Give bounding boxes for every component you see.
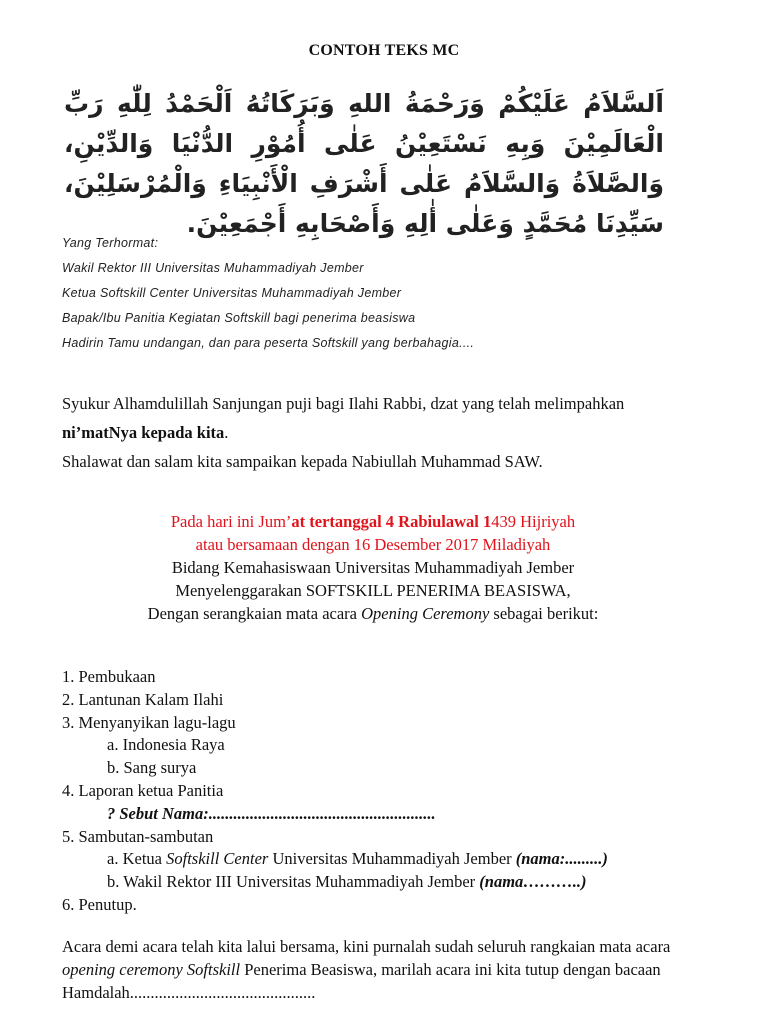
agenda-item: 5. Sambutan-sambutan (62, 826, 214, 846)
syukur-bold: ni’matNya kepada kita (62, 423, 225, 442)
agenda-subitem (62, 848, 742, 871)
agenda-subitem: a. Indonesia Raya (107, 735, 225, 755)
syukur-period: . (224, 423, 229, 442)
announcement-block (0, 510, 746, 625)
arabic-greeting: اَلسَّلاَمُ عَلَيْكُمْ وَرَحْمَةُ اللهِ وَبَرَكَاتُهُ اَلْحَمْدُ لِلّٰهِ رَبِّ الْعَالَمِيْنَ وَبِهِ نَسْتَعِيْنُ عَلٰى أُمُوْرِ الدُّنْيَا وَالدِّيْنِ، وَالصَّلاَةُ وَالسَّلاَمُ عَلٰى أَشْرَفِ الْأَنْبِيَاءِ وَالْمُرْسَلِيْنَ، سَيِّدِنَا مُحَمَّدٍ وَعَلٰى أٰلِهِ وَأَصْحَابِهِ أَجْمَعِيْنَ. (64, 89, 664, 238)
announcement-event-line: Menyelenggarakan SOFTSKILL PENERIMA BEASISWA, (175, 581, 571, 600)
closing-paragraph (62, 935, 722, 1004)
subitem-5a-note: (nama:.........) (515, 849, 608, 869)
agenda-item: 3. Menyanyikan lagu-lagu (62, 712, 236, 732)
announcement-date-line (0, 510, 746, 533)
honorific-line: Hadirin Tamu undangan, dan para peserta Softskill yang berbahagia.... (62, 336, 475, 350)
announcement-miladiyah-line: atau bersamaan dengan 16 Desember 2017 Miladiyah (195, 535, 551, 554)
page-title: CONTOH TEKS MC (308, 42, 460, 59)
syukur-line-1: Syukur Alhamdulillah Sanjungan puji bagi Ilahi Rabbi, dzat yang telah melimpahkan (62, 394, 625, 413)
honorific-line: Wakil Rektor III Universitas Muhammadiyah Jember (62, 261, 364, 275)
agenda-item: 1. Pembukaan (62, 667, 156, 686)
announcement-agenda-intro (0, 602, 746, 625)
closing-italic: opening ceremony Softskill (62, 960, 241, 979)
closing-part-2: Penerima Beasiswa, marilah acara ini kita tutup dengan bacaan Hamdalah............................................. (62, 960, 661, 1002)
agenda-subitem (62, 871, 742, 894)
agenda-list (62, 666, 742, 917)
announcement-date-c: 439 Hijriyah (491, 512, 576, 531)
honorific-line: Bapak/Ibu Panitia Kegiatan Softskill bagi penerima beasiswa (62, 311, 416, 325)
subitem-5a-post: Universitas Muhammadiyah Jember (268, 849, 516, 869)
subitem-5b-text: b. Wakil Rektor III Universitas Muhammadiyah Jember (107, 872, 480, 892)
subitem-5b-note: (nama………..) (479, 872, 587, 892)
shalawat-line: Shalawat dan salam kita sampaikan kepada Nabiullah Muhammad SAW. (62, 452, 543, 471)
subitem-5a-pre: a. Ketua (107, 849, 167, 869)
agenda-subitem: b. Sang surya (107, 758, 197, 778)
announcement-date-b: at tertanggal 4 Rabiulawal 1 (291, 512, 492, 531)
honorific-line: Yang Terhormat: (62, 236, 159, 250)
agenda-item: 2. Lantunan Kalam Ilahi (62, 689, 224, 709)
agenda-intro-b: sebagai berikut: (489, 604, 599, 623)
sebut-nama-note: ? Sebut Nama:....................................................... (107, 803, 436, 823)
honorific-line: Ketua Softskill Center Universitas Muhammadiyah Jember (62, 286, 402, 300)
syukur-line-2 (62, 418, 722, 447)
honorifics-list (62, 236, 474, 361)
announcement-bidang-line: Bidang Kemahasiswaan Universitas Muhammadiyah Jember (171, 558, 575, 577)
agenda-intro-a: Dengan serangkaian mata acara (147, 604, 362, 623)
agenda-note (62, 803, 742, 826)
announcement-date-a: Pada hari ini Jum’ (170, 512, 292, 531)
agenda-item: 4. Laporan ketua Panitia (62, 780, 224, 800)
closing-part-1: Acara demi acara telah kita lalui bersama, kini purnalah sudah seluruh rangkaian mata acara (62, 937, 671, 956)
subitem-5a-italic: Softskill Center (166, 849, 269, 869)
syukur-paragraph (62, 389, 722, 476)
agenda-intro-italic: Opening Ceremony (361, 604, 490, 623)
agenda-item: 6. Penutup. (62, 894, 137, 914)
